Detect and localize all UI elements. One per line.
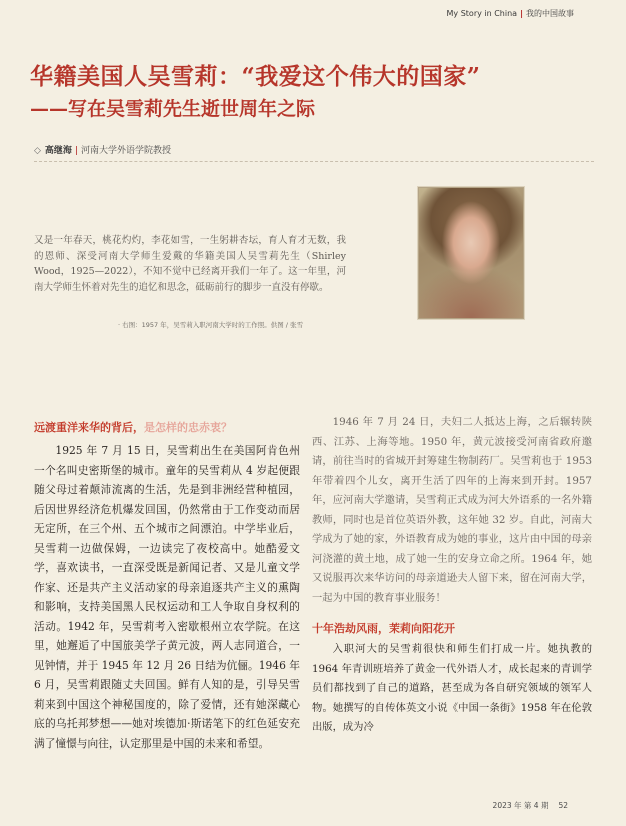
portrait-photo (418, 187, 524, 319)
column-name: 我的中国故事 (526, 9, 574, 18)
issue-label: 2023 年 第 4 期 (492, 801, 549, 810)
right-column (312, 413, 592, 738)
magazine-name: My Story in China (446, 9, 518, 18)
body-paragraph: 入职河大的吴雪莉很快和师生们打成一片。她执教的 1964 年青训班培养了黄金一代外语人才，成长起来的青训学员们都找到了自己的道路，甚至成为各自研究领域的领军人物。她撰写的自传体英文小说《中国一条街》1958 年在伦敦出版，成为冷 (312, 643, 592, 733)
author-line (34, 143, 171, 156)
body-paragraph: 1946 年 7 月 24 日，夫妇二人抵达上海，之后辗转陕西、江苏、上海等地。1950 年，黄元波接受河南省政府邀请，前往当时的省城开封筹建生物制药厂。吴雪莉也于 1953 年带着四个儿女，离开生活了四年的上海来到开封。1957 年，应河南大学邀请，吴雪莉正式成为河大外语系的一名外籍教师，同时也是首位英语外教，这年她 32 岁。自此，河南大学成为了她的家，外语教育成为她的事业，这片由中国的母亲河浇灌的黄土地，成了她一生的安身立命之所。1964 年，她又说服再次来华访问的母亲道逊夫人留下来，留在河南大学，一起为中国的教育事业服务！ (312, 416, 592, 604)
section-heading-1-main: 远渡重洋来华的背后， (34, 421, 144, 434)
section-heading-1-faded: 是怎样的忠赤衷？ (144, 421, 232, 434)
page-footer (493, 800, 568, 811)
page-number: 52 (558, 801, 568, 810)
author-affiliation: 河南大学外语学院教授 (80, 146, 171, 156)
divider (34, 161, 594, 162)
running-header (447, 8, 574, 19)
body-paragraph: 1925 年 7 月 15 日，吴雪莉出生在美国阿肯色州一个名叫史密斯堡的城市。童年的吴雪莉从 4 岁起便跟随父母过着颠沛流离的生活，先是到非洲经营种植园，后因世界经济危机爆发回国，仍然常由于工作变动而居无定所，在三个州、五个城市之间漂泊。中学毕业后，吴雪莉一边做保姆，一边读完了夜校高中。她酷爱文学，喜欢读书，一直深受既是新闻记者、又是儿童文学作家、还是共产主义活动家的母亲追逐共产主义的熏陶和影响，支持美国黑人民权运动和工人争取自身权利的活动。1942 年，吴雪莉考入密歇根州立农学院。在这里，她邂逅了中国旅美学子黄元波，两人志同道合，一见钟情，并于 1945 年 12 月 26 日结为伉俪。1946 年 6 月，吴雪莉跟随丈夫回国。鲜有人知的是，引导吴雪莉来到中国这个神秘国度的，除了爱情，还有她深藏心底的乌托邦梦想——她对埃德加·斯诺笔下的红色延安充满了憧憬与向往，认定那里是中国的未来和希望。 (34, 444, 300, 750)
section-heading-1 (34, 419, 300, 435)
header-separator: | (520, 9, 523, 18)
photo-caption: · 右图：1957 年，吴雪莉入职河南大学时的工作照。供图 / 张雪 (118, 321, 304, 329)
author-separator: | (74, 146, 78, 156)
section-heading-2: 十年浩劫风雨，茉莉向阳花开 (312, 622, 455, 635)
article-subtitle: ——写在吴雪莉先生逝世周年之际 (30, 98, 316, 120)
left-column (34, 419, 300, 753)
article-title: 华籍美国人吴雪莉：“我爱这个伟大的国家” (30, 63, 481, 90)
author-name: 高继海 (44, 146, 72, 156)
diamond-icon: ◇ (34, 146, 41, 156)
intro-paragraph: 又是一年春天，桃花灼灼，李花如雪，一生躬耕杏坛，育人育才无数，我的恩师、深受河南大学师生爱戴的华籍美国人吴雪莉先生（Shirley Wood，1925—2022），不知不觉中已经离开我们一年了。这一年里，河南大学师生怀着对先生的追忆和思念，砥砺前行的脚步一直没有停歇。 (34, 235, 346, 293)
